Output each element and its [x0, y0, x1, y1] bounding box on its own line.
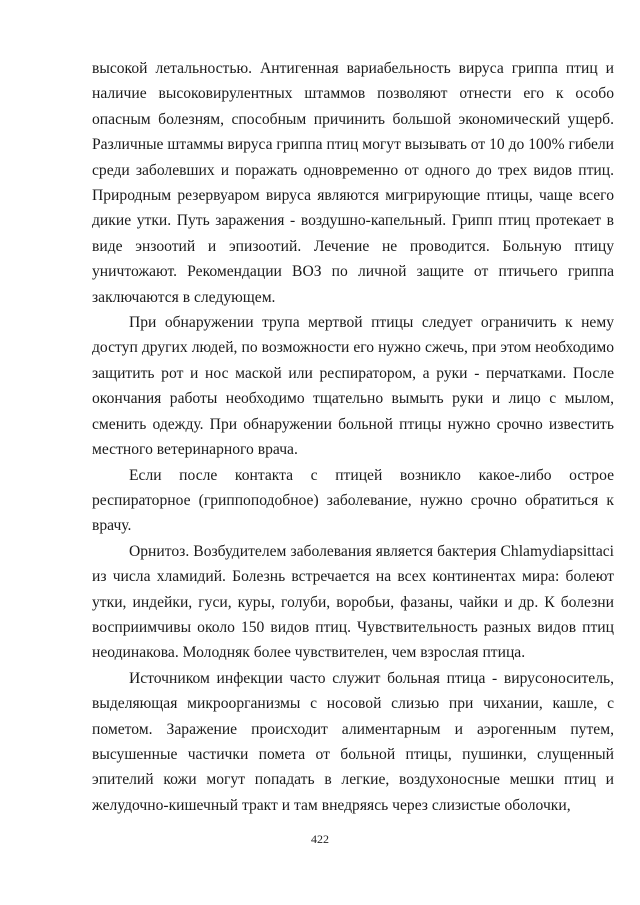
paragraph-infection-source: Источником инфекции часто служит больная птица - вирусоноситель, выделяющая микроорганизмы с носовой слизью при чихании, кашле, с пометом. Заражение происходит алиментарным и аэрогенным путем, высушенные частички помета от больной птицы, пушинки, слущенный эпителий кожи могут попадать в легкие, воздухоносные мешки птиц и желудочно-кишечный тракт и там внедряясь через слизистые оболочки,	[92, 669, 614, 814]
paragraph-ornithosis: Орнитоз. Возбудителем заболевания является бактерия Chlamydiapsittaci из числа хламидий. Болезнь встречается на всех континентах мира: болеют утки, индейки, гуси, куры, голуби, воробьи, фазаны, чайки и др. К болезни восприимчивы около 150 видов птиц. Чувствительность разных видов птиц неодинакова. Молодняк более чувствителен, чем взрослая птица.	[92, 542, 614, 662]
paragraph-continuation: высокой летальностью. Антигенная вариабельность вируса гриппа птиц и наличие высоковирулентных штаммов позволяют отнести его к особо опасным болезням, способным причинить большой экономический ущерб. Различные штаммы вируса гриппа птиц могут вызывать от 10 до 100% гибели среди заболевших и поражать одновременно от одного до трех видов птиц. Природным резервуаром вируса являются мигрирующие птицы, чаще всего дикие утки. Путь заражения - воздушно-капельный. Грипп птиц протекает в виде энзоотий и эпизоотий. Лечение не проводится. Больную птицу уничтожают. Рекомендации ВОЗ по личной защите от птичьего гриппа заключаются в следующем.	[92, 60, 615, 306]
page-number: 422	[311, 832, 329, 846]
paragraph-dead-bird-handling: При обнаружении трупа мертвой птицы следует ограничить к нему доступ других людей, по возможности его нужно сжечь, при этом необходимо защитить рот и нос маской или респиратором, а руки - перчатками. После окончания работы необходимо тщательно вымыть руки и лицо с мылом, сменить одежду. При обнаружении больной птицы нужно срочно известить местного ветеринарного врача.	[92, 314, 614, 459]
paragraph-respiratory-illness: Если после контакта с птицей возникло какое-либо острое респираторное (гриппоподобное) заболевание, нужно срочно обратиться к врачу.	[92, 466, 614, 535]
body-text	[92, 56, 614, 818]
